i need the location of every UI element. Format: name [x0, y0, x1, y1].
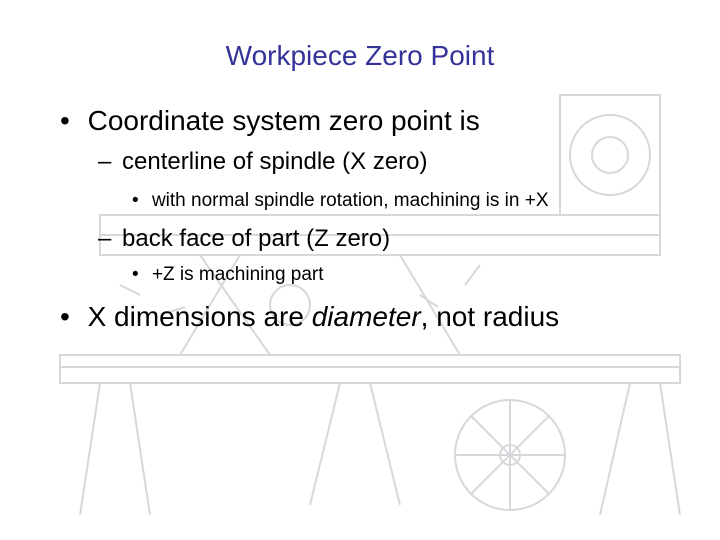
bullet-level1-x-diameter: [60, 301, 559, 333]
bullet-marker: •: [60, 105, 70, 136]
bullet-text: Coordinate system zero point is: [87, 105, 480, 136]
bullet-text: centerline of spindle (X zero): [122, 148, 428, 175]
bullet-marker: –: [98, 148, 112, 175]
bullet-level3-spindle-rotation: [132, 190, 549, 212]
bullet-marker: •: [132, 264, 139, 285]
bullet-marker: –: [98, 225, 112, 252]
bullet-text: +Z is machining part: [151, 264, 324, 285]
bullet-marker: •: [60, 301, 70, 332]
bullet-text-before: X dimensions are: [87, 301, 312, 332]
bullet-text: with normal spindle rotation, machining is in +X: [151, 190, 549, 211]
bullet-level1-coordinate-zero: [60, 105, 480, 137]
bullet-marker: •: [132, 190, 139, 211]
bullet-text-after: , not radius: [420, 301, 560, 332]
slide-title: Workpiece Zero Point: [225, 40, 495, 71]
bullet-text: [88, 301, 560, 332]
bullet-level2-back-face: [98, 225, 390, 253]
bullet-text: back face of part (Z zero): [122, 225, 391, 252]
bullet-level2-spindle-centerline: [98, 148, 428, 176]
bullet-text-emphasis: diameter: [311, 301, 421, 332]
bullet-level3-z-machining: [132, 264, 324, 286]
